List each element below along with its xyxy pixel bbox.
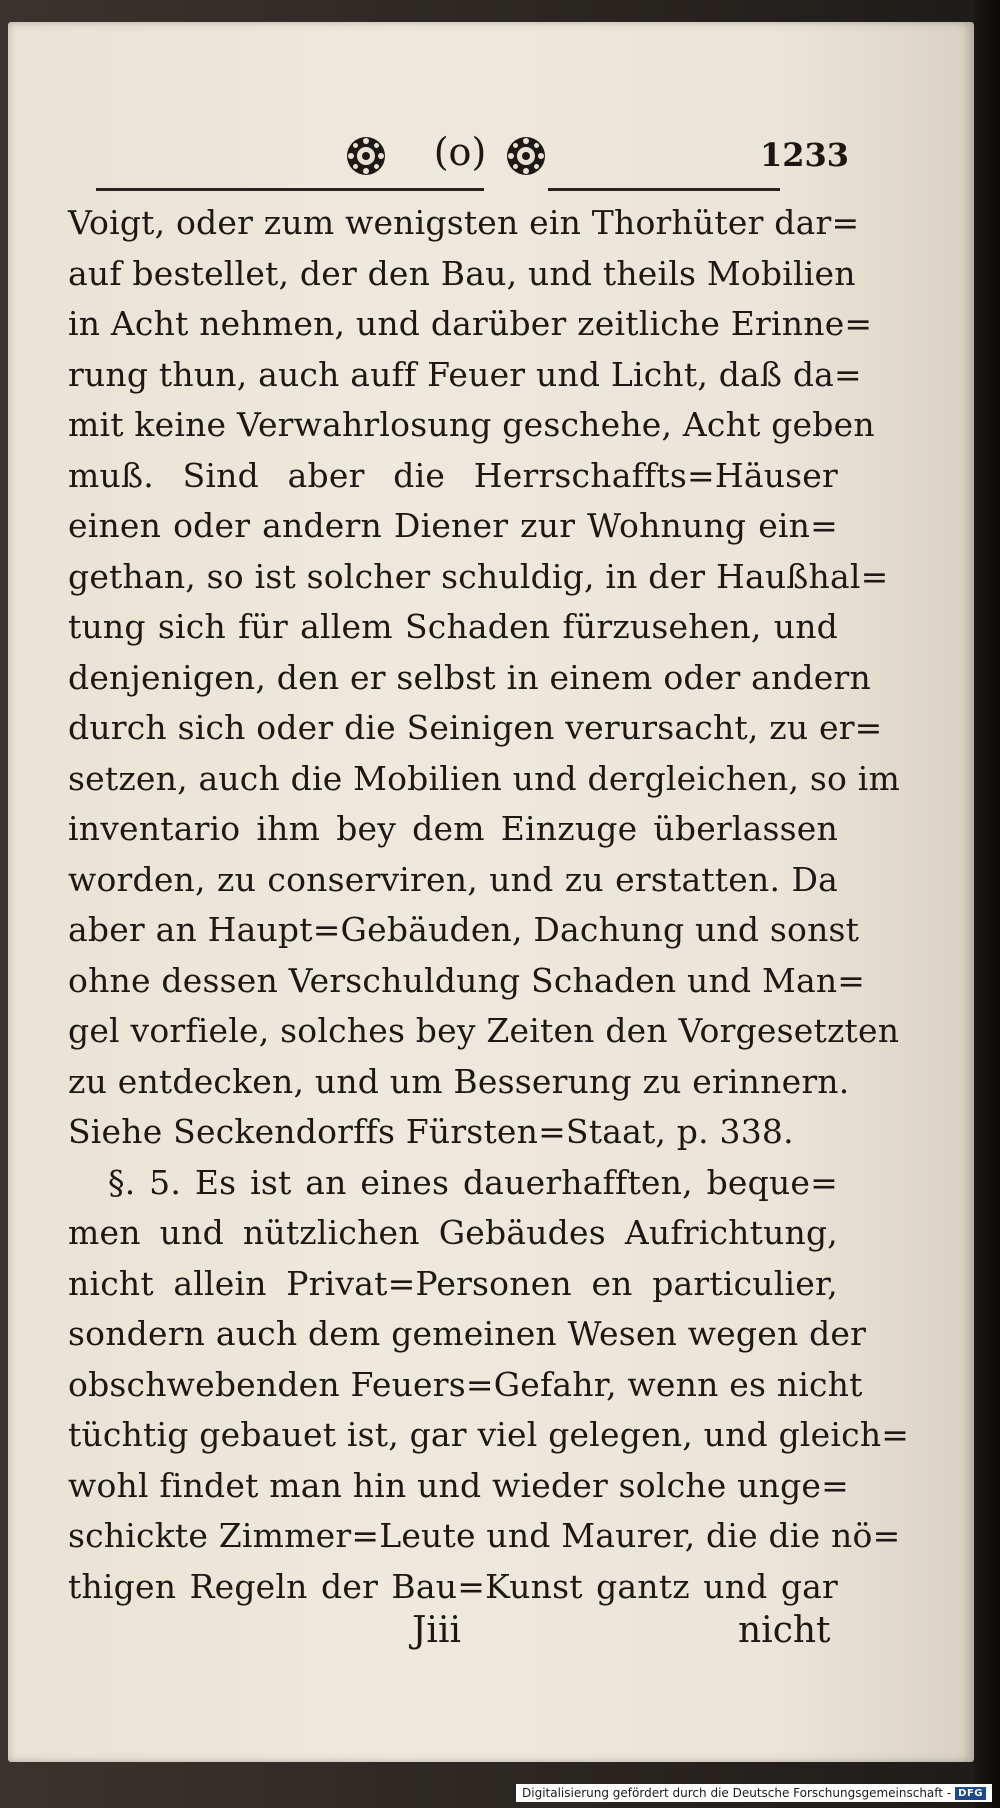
text-line: ohne dessen Verschuldung Schaden und Man= <box>68 960 866 1000</box>
text-line: mit keine Verwahrlosung geschehe, Acht geben <box>68 405 875 444</box>
text-line: Voigt, oder zum wenigsten ein Thorhüter dar= <box>68 203 860 242</box>
page-number: 1233 <box>760 136 850 174</box>
header-center-mark: (o) <box>433 130 487 174</box>
text-line: Siehe Seckendorffs Fürsten=Staat, p. 338. <box>68 1112 794 1151</box>
text-line: aber an Haupt=Gebäuden, Dachung und sonst <box>68 910 860 949</box>
text-line: §. 5. Es ist an eines dauerhafften, beque= <box>108 1162 838 1202</box>
scan-dark-edge <box>974 0 1000 1808</box>
text-line: schickte Zimmer=Leute und Maurer, die die nö= <box>68 1516 901 1555</box>
text-line: zu entdecken, und um Besserung zu erinnern. <box>68 1061 850 1101</box>
text-line: auf bestellet, der den Bau, und theils Mobilien <box>68 253 856 293</box>
text-line: in Acht nehmen, und darüber zeitliche Erinne= <box>68 304 873 343</box>
text-line: denjenigen, den er selbst in einem oder andern <box>68 657 871 697</box>
text-line: wohl findet man hin und wieder solche unge= <box>68 1465 849 1505</box>
text-line: muß. Sind aber die Herrschaffts=Häuser <box>68 455 838 495</box>
text-line: gel vorfiele, solches bey Zeiten den Vorgesetzten <box>68 1011 900 1050</box>
header-rule <box>96 188 484 191</box>
catchword: nicht <box>738 1610 831 1651</box>
text-line: thigen Regeln der Bau=Kunst gantz und gar <box>68 1566 838 1606</box>
signature-mark: Jiii <box>412 1610 461 1651</box>
text-line: setzen, auch die Mobilien und dergleichen, so im <box>68 758 900 798</box>
text-line: men und nützlichen Gebäudes Aufrichtung, <box>68 1213 838 1252</box>
page-header <box>8 130 974 190</box>
text-line: einen oder andern Diener zur Wohnung ein= <box>68 506 838 545</box>
floral-ornament-icon <box>504 134 548 178</box>
text-line: obschwebenden Feuers=Gefahr, wenn es nicht <box>68 1364 863 1404</box>
page-footer <box>8 1610 974 1666</box>
digitization-credit <box>516 1784 992 1802</box>
text-line: tung sich für allem Schaden fürzusehen, und <box>68 607 838 646</box>
text-line: durch sich oder die Seinigen verursacht, zu er= <box>68 708 883 747</box>
text-line: sondern auch dem gemeinen Wesen wegen der <box>68 1314 867 1353</box>
credit-text: Digitalisierung gefördert durch die Deutsche Forschungsgemeinschaft - <box>522 1786 952 1800</box>
text-line: tüchtig gebauet ist, gar viel gelegen, und gleich= <box>68 1415 910 1454</box>
text-line: inventario ihm bey dem Einzuge überlassen <box>68 809 838 848</box>
floral-ornament-icon <box>344 134 388 178</box>
text-line: rung thun, auch auff Feuer und Licht, daß da= <box>68 354 862 394</box>
text-line: worden, zu conserviren, und zu erstatten. Da <box>68 859 838 899</box>
header-rule <box>548 188 780 191</box>
text-line: gethan, so ist solcher schuldig, in der Haußhal= <box>68 556 889 596</box>
text-line: nicht allein Privat=Personen en particulier, <box>68 1263 838 1303</box>
dfg-logo: DFG <box>955 1787 986 1800</box>
body-text <box>68 198 910 1612</box>
book-page <box>8 22 974 1762</box>
